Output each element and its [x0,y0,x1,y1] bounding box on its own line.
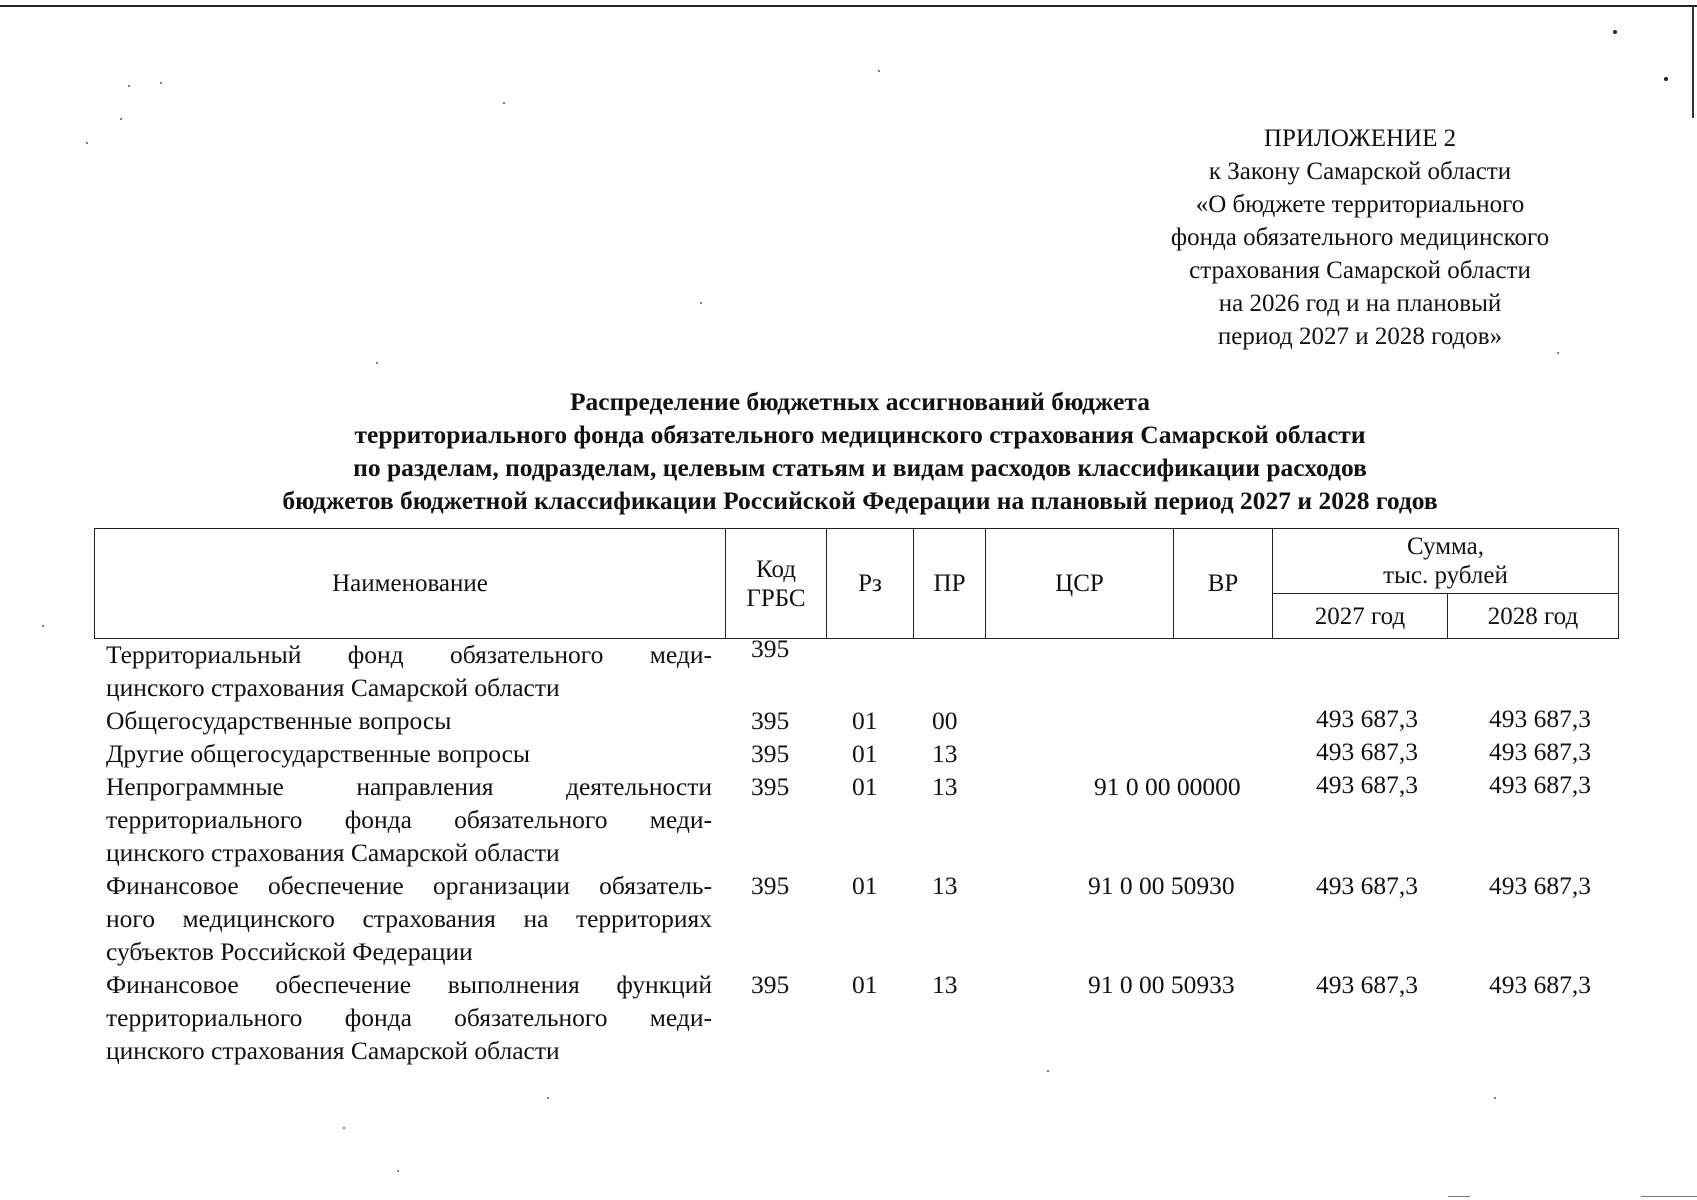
row-name-line: цинского страхования Самарской области [106,1036,560,1065]
title-line: Распределение бюджетных ассигнований бюджета [569,387,1150,416]
scan-speck [878,70,880,72]
row-grbs: 395 [751,706,790,735]
appendix-line: на 2026 год и на плановый [1218,290,1502,317]
row-sum-2028: 493 687,3 [1489,704,1591,733]
scan-speck [1613,30,1617,34]
table-row [94,770,1618,869]
row-name [106,770,712,869]
header-sum-line1: Сумма, [1406,533,1485,560]
row-pr: 13 [932,871,958,900]
scan-mark [1641,1196,1697,1197]
header-grbs-line2: ГРБС [746,584,806,612]
table-row [94,869,1618,968]
scan-speck [1494,1097,1496,1099]
row-grbs: 395 [751,970,790,999]
row-grbs: 395 [751,634,790,663]
row-rz: 01 [852,706,878,735]
row-rz: 01 [852,739,878,768]
appendix-line: «О бюджете территориального [1195,191,1525,218]
scan-top-border [0,5,1697,7]
scan-speck [547,1097,549,1099]
header-csr: ЦСР [986,529,1174,639]
header-year-2028: 2028 год [1448,594,1619,639]
row-name-line: территориального фонда обязательного меди- [106,805,712,834]
header-year-2027: 2027 год [1273,594,1448,639]
row-sum-2027: 493 687,3 [1316,737,1418,766]
appendix-line: период 2027 и 2028 годов» [1217,323,1503,350]
row-name-line: Финансовое обеспечение выполнения функций [106,970,712,999]
scan-speck [503,102,505,104]
row-csr: 91 0 00 00000 [1094,772,1241,801]
row-sum-2028: 493 687,3 [1489,770,1591,799]
scan-speck [343,1127,345,1129]
row-sum-2028: 493 687,3 [1489,970,1591,999]
scan-speck [160,82,162,84]
table-body [94,634,1618,1067]
row-name [106,869,712,968]
table-row [94,634,1618,704]
row-csr: 91 0 00 50930 [1088,871,1235,900]
header-vr: ВР [1174,529,1273,639]
appendix-line: ПРИЛОЖЕНИЕ 2 [1263,125,1457,152]
header-sum-line2: тыс. рублей [1383,562,1508,589]
scan-speck [700,302,702,304]
scan-speck [1664,77,1668,81]
header-sum [1273,529,1619,594]
row-name [106,968,712,1067]
scan-speck [376,362,378,364]
appendix-block [1120,122,1600,353]
row-pr: 13 [932,772,958,801]
row-sum-2027: 493 687,3 [1316,704,1418,733]
row-name [106,704,712,737]
row-name-line: ного медицинского страхования на территориях [106,904,712,933]
row-sum-2028: 493 687,3 [1489,871,1591,900]
row-name-line: Финансовое обеспечение организации обязатель- [106,871,712,900]
header-pr: ПР [914,529,986,639]
scan-speck [128,85,130,87]
row-name-line: Общегосударственные вопросы [106,706,452,735]
row-name-line: цинского страхования Самарской области [106,838,560,867]
document-title [0,385,1697,517]
row-sum-2027: 493 687,3 [1316,770,1418,799]
row-name-line: субъектов Российской Федерации [106,937,473,966]
row-sum-2028: 493 687,3 [1489,737,1591,766]
table-row [94,737,1618,770]
header-grbs [726,529,827,639]
appendix-line: фонда обязательного медицинского [1170,224,1550,251]
table-header [94,528,1619,639]
row-rz: 01 [852,970,878,999]
scan-right-border [1692,6,1694,118]
row-grbs: 395 [751,739,790,768]
row-name-line: цинского страхования Самарской области [106,673,560,702]
table-row [94,704,1618,737]
row-name-line: Территориальный фонд обязательного меди- [106,640,712,669]
appendix-line: к Закону Самарской области [1208,158,1512,185]
title-line: территориального фонда обязательного медицинского страхования Самарской области [354,420,1366,449]
row-name-line: Другие общегосударственные вопросы [106,739,531,768]
title-line: по разделам, подразделам, целевым статьям и видам расходов классификации расходов [353,453,1367,482]
row-pr: 00 [932,706,958,735]
row-sum-2027: 493 687,3 [1316,871,1418,900]
scan-speck [42,625,44,627]
row-name [106,638,712,704]
scan-speck [397,1170,399,1172]
row-name-line: территориального фонда обязательного меди- [106,1003,712,1032]
appendix-line: страхования Самарской области [1189,257,1531,284]
scan-speck [120,118,122,120]
row-name [106,737,712,770]
scan-mark [1448,1196,1470,1197]
row-csr: 91 0 00 50933 [1088,970,1235,999]
scan-speck [1047,1070,1049,1072]
row-grbs: 395 [751,871,790,900]
row-pr: 13 [932,970,958,999]
scan-speck [86,142,88,144]
header-grbs-line1: Код [756,555,796,583]
row-sum-2027: 493 687,3 [1316,970,1418,999]
row-rz: 01 [852,871,878,900]
row-grbs: 395 [751,772,790,801]
title-line: бюджетов бюджетной классификации Российской Федерации на плановый период 2027 и 2028 годов [282,486,1438,515]
header-name: Наименование [95,529,726,639]
row-name-line: Непрограммные направления деятельности [106,772,712,801]
header-rz: Рз [827,529,914,639]
row-rz: 01 [852,772,878,801]
table-row [94,968,1618,1067]
row-pr: 13 [932,739,958,768]
